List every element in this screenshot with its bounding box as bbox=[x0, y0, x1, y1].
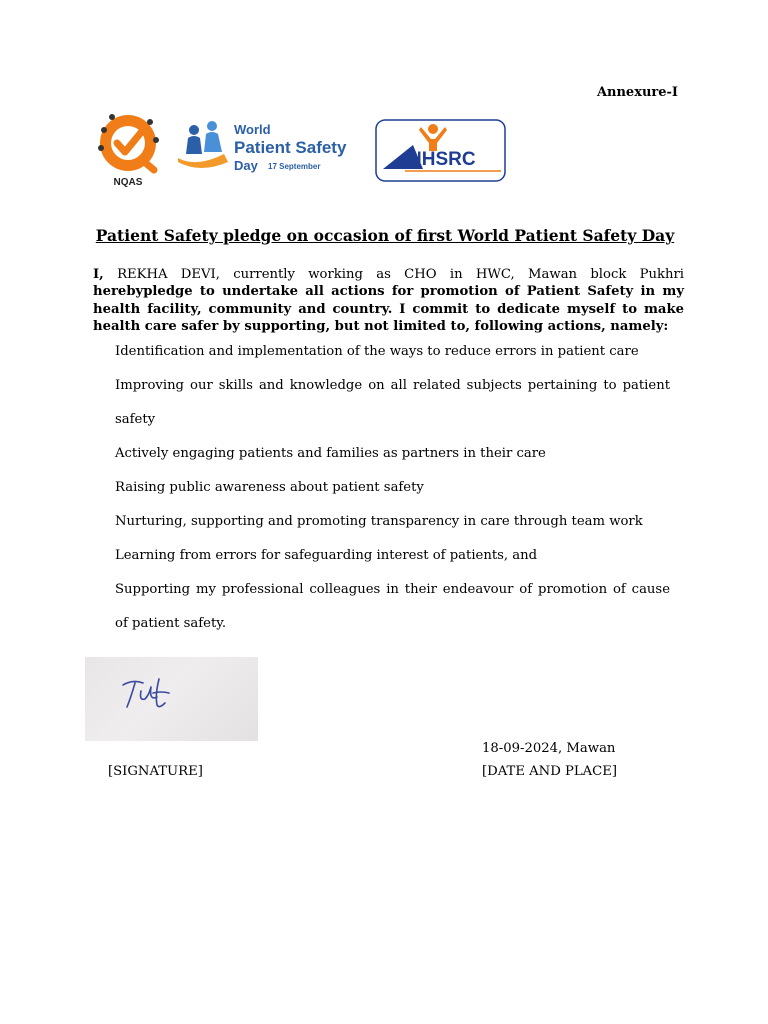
signature-label: [SIGNATURE] bbox=[108, 764, 203, 779]
wpsd-logo-date: 17 September bbox=[268, 162, 321, 171]
intro-bold-part: herebypledge to undertake all actions for promotion of Patient Safety in my health facility, community and country. I commit to dedicate myself to make health care safer by supporting, but not limited to, following actions, namely: bbox=[93, 284, 684, 334]
annexure-label: Annexure-I bbox=[596, 85, 678, 100]
pledge-action-item: Supporting my professional colleagues in their endeavour of promotion of cause of patient safety. bbox=[115, 582, 670, 631]
date-place-value: 18-09-2024, Mawan bbox=[482, 741, 616, 756]
pledge-action-item: Nurturing, supporting and promoting transparency in care through team work bbox=[115, 514, 643, 529]
pledge-action-item: Identification and implementation of the ways to reduce errors in patient care bbox=[115, 344, 639, 359]
pledge-action-item: Learning from errors for safeguarding interest of patients, and bbox=[115, 548, 538, 563]
nhsrc-logo-text: NHSRC bbox=[408, 149, 476, 170]
world-patient-safety-day-logo bbox=[176, 118, 362, 176]
date-place-label: [DATE AND PLACE] bbox=[482, 764, 617, 779]
pledge-actions-list bbox=[115, 335, 670, 641]
wpsd-logo-line3: Day bbox=[234, 158, 258, 173]
nqas-logo bbox=[90, 108, 172, 188]
wpsd-logo-line1: World bbox=[234, 122, 271, 137]
nqas-logo-text: NQAS bbox=[113, 177, 143, 188]
intro-name-part: REKHA DEVI, currently working as CHO in HWC, Mawan block Pukhri bbox=[103, 267, 684, 282]
pledge-action-item: Improving our skills and knowledge on all related subjects pertaining to patient safety bbox=[115, 378, 670, 427]
wpsd-logo-line2: Patient Safety bbox=[234, 138, 347, 157]
signature-image bbox=[85, 657, 258, 741]
pledge-title: Patient Safety pledge on occasion of first World Patient Safety Day bbox=[95, 226, 675, 245]
nhsrc-logo bbox=[375, 119, 506, 182]
pledge-action-item: Actively engaging patients and families as partners in their care bbox=[115, 446, 546, 461]
intro-lead: I, bbox=[93, 267, 104, 282]
pledge-intro bbox=[93, 266, 684, 335]
pledge-action-item: Raising public awareness about patient safety bbox=[115, 480, 424, 495]
